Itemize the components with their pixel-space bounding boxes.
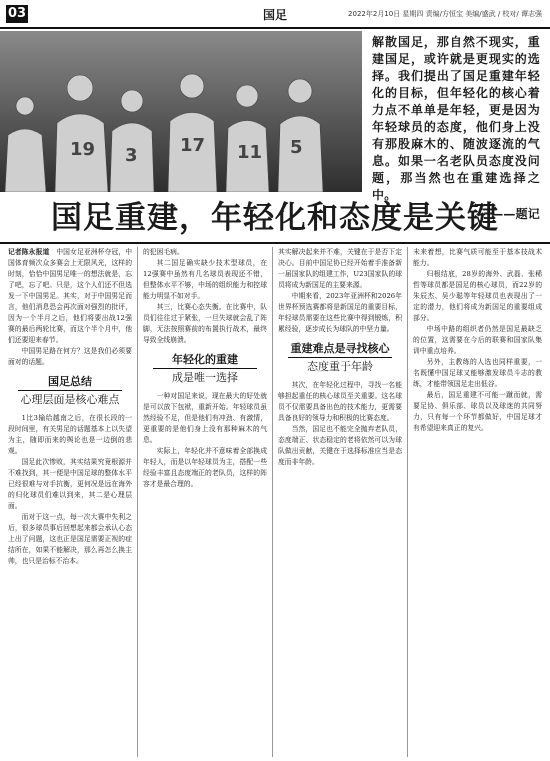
paragraph: 当然，国足也不能完全抛弃老队员，态度端正、状态稳定的老将依然可以为球队做出贡献，关键在于选择标准应当是态度而非年龄。 (278, 425, 402, 466)
header-rule (0, 27, 550, 29)
lede-text: 解散国足，那自然不现实，重建国足，或许就是更现实的选择。我们提出了国足重建年轻化的目标，但年轻化的核心着力点不单单是年轻，更是因为年轻球员的态度，他们身上没有那股麻木的、随波逐流的气息。如果一名老队员态度没问题，那当然也在重建选择之中。 (372, 35, 540, 202)
paragraph: 其实解决起来并不难，关键在于是否下定决心。目前中国足协已经开始着手准备新一届国家队的组建工作，U23国家队的球员将成为新国足的主要来源。 (278, 248, 402, 289)
svg-text:11: 11 (237, 142, 263, 163)
issue-info: 2022年2月10日 星期四 责编/方恒宝 美编/盛武 / 校对/ 谭志强 (348, 10, 542, 18)
column-divider (137, 247, 138, 757)
lede-byline: ——题记 (491, 207, 540, 221)
subhead-rule (18, 390, 122, 391)
article-column-4 (413, 247, 542, 757)
subhead-3 (278, 341, 402, 374)
article-column-1 (8, 247, 132, 757)
column-divider (407, 247, 408, 757)
paragraph: 其三，比赛心态失衡。在比赛中，队员们往往过于紧张，一旦失球就会乱了阵脚，无法按照赛前的布置执行战术，最终导致全线崩溃。 (143, 303, 267, 344)
subhead-subtitle: 心理层面是核心难点 (20, 393, 120, 406)
paragraph: 中期来看，2023年亚洲杯和2026年世界杯预选赛都将是新国足的重要目标，年轻球员需要在这些比赛中得到锻炼，积累经验，逐步成长为球队的中坚力量。 (278, 292, 402, 333)
subhead-title: 国足总结 (48, 375, 92, 388)
svg-text:5: 5 (290, 137, 303, 158)
paragraph: 国足此次惨败，其实结果究竟根源并不难找到，其一便是中国足球的整体水平已经很难与对手抗衡，更何况是远在海外的归化球员们难以到来，其二是心理层面。 (8, 458, 132, 510)
subhead-subtitle: 态度重于年龄 (307, 360, 373, 373)
paragraph: 另外，主教练的人选也同样重要，一名既懂中国足球又能够激发球员斗志的教练，才能带领国足走出低谷。 (413, 358, 542, 388)
page-number: 03 (7, 6, 27, 21)
paragraph: 归根结底，28岁的海外、武磊、张稀哲等球员都是国足的核心球员，而22岁的朱辰杰、吴少聪等年轻球员也表现出了一定的潜力，他们将成为新国足的重要组成部分。 (413, 270, 542, 322)
subhead-rule (153, 368, 257, 369)
headline: 国足重建，年轻化和态度是关键 (51, 200, 499, 236)
paragraph: 而对于这一点，每一次大赛中失利之后，很多球员事后回想起来都会承认心态上出了问题，这也正是国足需要正视的症结所在，如果不能解决，那么再怎么换主帅，也只是治标不治本。 (8, 513, 132, 565)
subhead-rule (288, 357, 392, 358)
paragraph: 其二国足确实缺少技术型球员，在12强赛中虽然有几名球员表现还不错，但整体水平不够，中场的组织能力和控球能力明显不如对手。 (143, 259, 267, 300)
svg-text:17: 17 (180, 135, 206, 156)
subhead-2 (143, 352, 267, 385)
section-title: 国足 (262, 8, 287, 22)
article-column-2 (143, 247, 267, 757)
page-header (0, 0, 550, 28)
paragraph: 中国男足路在何方？这是我们必须要面对的话题。 (8, 347, 132, 366)
paragraph: 未来着想，比赛气质可能至于基本技战术能力。 (413, 248, 542, 267)
paragraph: 中场中路的组织者仍然是国足最缺乏的位置，这需要在今后的联赛和国家队集训中重点培养。 (413, 325, 542, 355)
paragraph: 最后，国足重建不可能一蹴而就，需要足协、俱乐部、球员以及球迷的共同努力，只有每一个环节都做好，中国足球才有希望迎来真正的复兴。 (413, 391, 542, 432)
subhead-title: 年轻化的重建 (172, 353, 238, 366)
article-column-3 (278, 247, 402, 757)
column-divider (272, 247, 273, 757)
paragraph: 实际上，年轻化并不意味着全部换成年轻人，而是以年轻球员为主，搭配一些经验丰富且态度端正的老队员，这样的阵容才是最合理的。 (143, 447, 267, 488)
paragraph: 一种对国足来说，现在最大的好处就是可以放下包袱，重新开始。年轻球员虽然经验不足，但是他们有冲劲、有激情，更重要的是他们身上没有那种麻木的气息。 (143, 392, 267, 444)
subhead-subtitle: 成是唯一选择 (172, 371, 238, 384)
svg-text:3: 3 (125, 145, 138, 166)
subhead-1 (8, 374, 132, 407)
svg-text:19: 19 (70, 139, 96, 160)
paragraph: 中国女足亚洲杯夺冠，中国体育频次众多赛会上无限风光，这样的时刻，恰恰中国男足唯一的想法就是，忘了吧，忘了吧。只是，这个人们还不但选发一下中国男足。其实，对于中国男足而言，他们消息恐会再次面对强烈的批评，因为一个半月之后，他们将要出战12强赛的最后两轮比赛，而这个半个月中，他们还要迎来春节。 (8, 248, 132, 344)
lede-paragraph (372, 34, 540, 223)
headline-rule (0, 242, 550, 244)
paragraph: 其次，在年轻化过程中，寻找一名能够担起重任的核心球员至关重要。这名球员不仅需要具备出色的技术能力，更需要具备良好的领导力和积极的比赛态度。 (278, 381, 402, 422)
subhead-title: 重建难点是寻找核心 (290, 342, 390, 355)
team-photo (0, 31, 362, 192)
reporter-byline: 记者陈永报道 (8, 248, 50, 256)
paragraph: 的犯困毛病。 (143, 248, 184, 256)
paragraph: 1比3输给越南之后，在很长段的一段时间里，有关男足的话题基本上以失望为主，随即而来的舆论也是一边倒的悲观。 (8, 414, 132, 455)
